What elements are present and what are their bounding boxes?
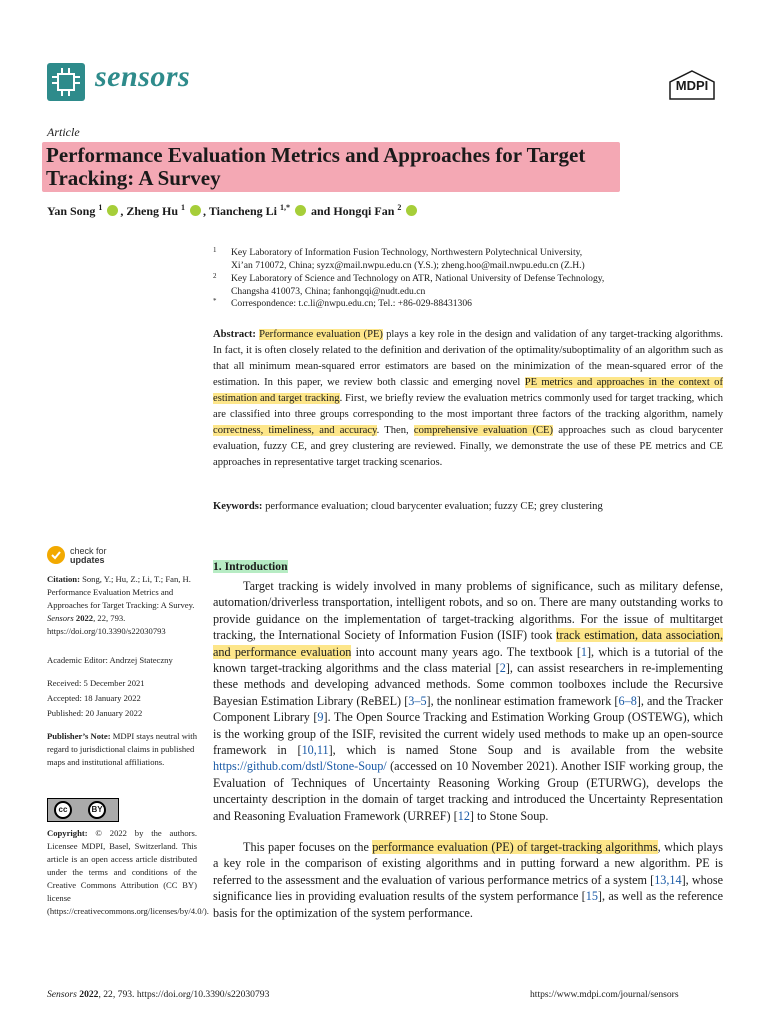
body-highlight: track estimation, data association, and performance evaluation (213, 628, 723, 659)
publisher-logo: MDPI (675, 78, 709, 93)
keywords (213, 499, 723, 515)
body-text: Target tracking is widely involved in many problems of significance, such as military defense, automation/driverless transportation, intelligent robots, and so on. There are many outstanding works to provide guidance on the implementation of target-tracking algorithms. For the issue of multitarget tracking, the International Society of Information Fusion (ISIF) took (213, 579, 723, 643)
footer-doi: , 22, 793. https://doi.org/10.3390/s22030793 (98, 989, 270, 1000)
reference-link[interactable]: 15 (585, 889, 598, 904)
orcid-icon[interactable] (295, 205, 306, 216)
reference-link[interactable]: 13,14 (654, 872, 682, 887)
body-text: ], as well as the reference basis for the optimization of the system performance. (213, 889, 723, 920)
citation-text: Song, Y.; Hu, Z.; Li, T.; Fan, H. Performance Evaluation Metrics and Approaches for Target Tracking: A Survey. (47, 574, 195, 610)
cc-badge: cc (54, 801, 72, 819)
citation-label: Citation: (47, 574, 80, 584)
author-name: Tiancheng Li (208, 204, 277, 218)
intro-paragraph-1 (213, 578, 723, 824)
section-heading-text: 1. Introduction (213, 560, 288, 573)
body-text: into account many years ago. The textbook [ (351, 644, 581, 659)
copyright-label: Copyright: (47, 828, 88, 838)
body-text: , which plays a key role in the comparison of existing algorithms and in putting forward a new algorithm. PE is referred to the assessment and the evaluation of various performance metrics of a system [ (213, 840, 723, 887)
citation-doi: , 22, 793. https://doi.org/10.3390/s22030793 (47, 613, 166, 636)
footer-year: 2022 (79, 989, 99, 1000)
reference-link[interactable]: 3–5 (408, 693, 427, 708)
author-separator: and (307, 204, 334, 218)
body-text: ], and the Tracker Component Library [ (213, 693, 723, 725)
body-text: (accessed on 10 November 2021). Another ISIF working group, the Evaluation of Techniques of Uncertainty Reasoning Working Group (ETURWG), develops the uncertainty description in the domain of target tracking and introduced the Uncertainty Representation and Reasoning Evaluation Framework (URREF) [ (213, 759, 723, 823)
accepted-date: Accepted: 18 January 2022 (47, 693, 141, 703)
cc-by-license-icon[interactable] (47, 798, 119, 822)
keywords-label: Keywords: (213, 501, 263, 512)
footer-citation (47, 989, 269, 1000)
affiliation-number: * (213, 297, 217, 305)
orcid-icon[interactable] (190, 205, 201, 216)
body-text: ], whose significance lies in providing evaluation results of the system performance [ (213, 872, 723, 904)
author-separator: , (120, 204, 127, 218)
abstract-text: plays a key role in the design and validation of any target-tracking algorithms. In fact, it is often closely related to the definition and derivation of the optimality/suboptimality of an algorithm such as that all minimum mean-squared error estimators are based on the minimization of the mean-squared error of the estimation. In this paper, we review both classic and emerging novel (213, 329, 723, 388)
citation-year: 2022 (75, 613, 94, 623)
body-text: ], the nonlinear estimation framework [ (426, 693, 619, 708)
section-heading (213, 560, 288, 573)
author-name: Yan Song (47, 204, 96, 218)
footer-journal-url[interactable]: https://www.mdpi.com/journal/sensors (530, 989, 679, 1000)
check-for-updates-button[interactable] (70, 547, 107, 565)
check-for-updates-icon[interactable] (47, 546, 65, 564)
article-type: Article (47, 125, 80, 139)
abstract-text: . Then, (376, 425, 414, 436)
author-list (47, 203, 419, 219)
author-affiliation-mark: 1,* (279, 203, 290, 212)
publisher-note-label: Publisher’s Note: (47, 731, 111, 741)
affiliation-line: Correspondence: t.c.li@nwpu.edu.cn; Tel.: +86-029-88431306 (231, 298, 472, 309)
body-text: ], which is a tutorial of the known target-tracking algorithms and the class material [ (213, 644, 724, 676)
affiliation-number: 1 (213, 246, 217, 254)
body-text: ] to Stone Soup. (469, 808, 549, 823)
author-separator: , (203, 204, 209, 218)
abstract-highlight: comprehensive evaluation (CE) (413, 425, 554, 436)
author-name: Hongqi Fan (333, 204, 395, 218)
paper-title: Performance Evaluation Metrics and Approaches for Target Tracking: A Survey (42, 142, 620, 192)
publisher-note (47, 730, 197, 769)
copyright-notice (47, 827, 209, 918)
orcid-icon[interactable] (406, 205, 417, 216)
reference-link[interactable]: 10,11 (301, 743, 329, 758)
academic-editor: Academic Editor: Andrzej Stateczny (47, 655, 173, 665)
abstract-text: . First, we briefly review the evaluation metrics commonly used for target tracking, which are classified into three groups corresponding to the most important three factors of the tracking algorithm, namely (213, 393, 723, 420)
body-text: ], can assist researchers in re-implementing these methods and developing advanced methods. Some common toolboxes include the Recursive Bayesian Estimation Library (ReBEL) [ (213, 661, 724, 708)
keywords-text: performance evaluation; cloud barycenter evaluation; fuzzy CE; grey clustering (265, 501, 603, 512)
affiliation-number: 2 (213, 272, 217, 280)
published-date: Published: 20 January 2022 (47, 708, 143, 718)
affiliation-1 (213, 246, 723, 272)
journal-name[interactable]: sensors (95, 60, 191, 93)
citation-journal: Sensors (47, 613, 74, 623)
cc-by-badge: BY (88, 801, 106, 819)
github-link[interactable]: https://github.com/dstl/Stone-Soup/ (213, 759, 387, 774)
affiliation-line: Key Laboratory of Information Fusion Technology, Northwestern Polytechnical University, (231, 247, 583, 258)
author-affiliation-mark: 1 (181, 203, 186, 212)
reference-link[interactable]: 2 (499, 661, 506, 676)
affiliation-line: Changsha 410073, China; fanhongqi@nudt.edu.cn (231, 286, 426, 297)
footer-journal: Sensors (47, 989, 77, 1000)
reference-link[interactable]: 6–8 (618, 693, 637, 708)
affiliation-2 (213, 272, 723, 298)
abstract-label: Abstract: (213, 329, 256, 340)
affiliation-line: Key Laboratory of Science and Technology on ATR, National University of Defense Technology, (231, 273, 605, 284)
intro-paragraph-2 (213, 839, 723, 921)
author-affiliation-mark: 2 (397, 203, 402, 212)
copyright-text: © 2022 by the authors. Licensee MDPI, Basel, Switzerland. This article is an open access article distributed under the terms and conditions of the Creative Commons Attribution (CC BY) license (https://creativecommons.org/licenses/by/4.0/). (47, 828, 209, 916)
body-text: This paper focuses on the (243, 840, 373, 854)
body-text: ]. The Open Source Tracking and Estimation Working Group (OSTEWG), which is the working group of the ISIF, revisited the current widely used methods to make up an open-source framework in [ (213, 710, 723, 758)
abstract-highlight: correctness, timeliness, and accuracy (213, 425, 377, 436)
check-for-updates-line: check for (70, 546, 107, 556)
body-highlight: performance evaluation (PE) of target-tracking algorithms (372, 840, 658, 854)
orcid-icon[interactable] (107, 205, 118, 216)
check-for-updates-line: updates (70, 555, 105, 565)
abstract-highlight: PE metrics and approaches in the context of estimation and target tracking (213, 377, 723, 404)
reference-link[interactable]: 9 (317, 710, 324, 725)
author-name: Zheng Hu (126, 204, 179, 218)
abstract (213, 327, 723, 471)
received-date: Received: 5 December 2021 (47, 678, 145, 688)
abstract-highlight: Performance evaluation (PE) (259, 329, 383, 340)
reference-link[interactable]: 1 (580, 644, 587, 659)
affiliation-line: Xi’an 710072, China; syzx@mail.nwpu.edu.cn (Y.S.); zheng.hoo@mail.nwpu.edu.cn (Z.H.) (231, 260, 585, 271)
author-affiliation-mark: 1 (98, 203, 103, 212)
citation-block (47, 573, 197, 638)
publisher-note-text: MDPI stays neutral with regard to jurisdictional claims in published maps and institutional affiliations. (47, 731, 197, 767)
sensors-chip-logo-icon (47, 63, 85, 101)
body-text: ], which is named Stone Soup and is available from the website (328, 743, 723, 758)
reference-link[interactable]: 12 (457, 808, 470, 823)
correspondence (213, 297, 723, 310)
abstract-text: approaches such as cloud barycenter evaluation, fuzzy CE, and grey clustering are reviewed. Finally, we demonstrate the use of these PE metrics and CE approaches in representative target tracking scenarios. (213, 425, 724, 468)
